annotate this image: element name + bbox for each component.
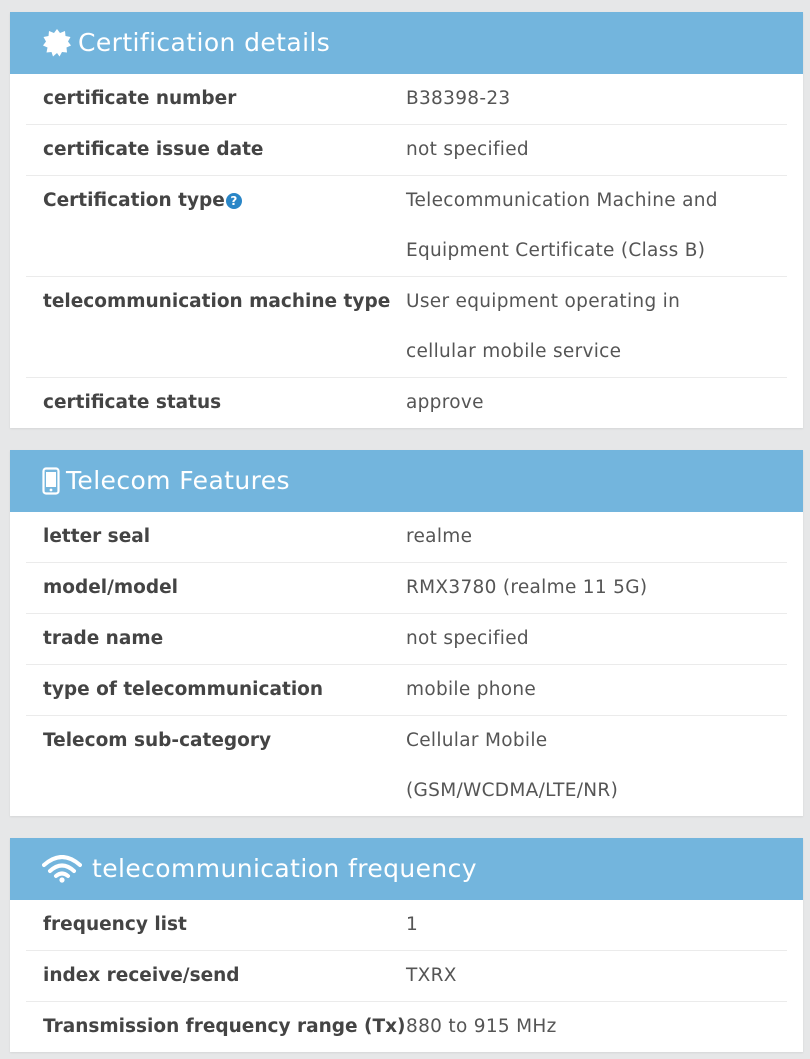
row-value: approve	[406, 392, 484, 413]
row-label: telecommunication machine type	[43, 291, 391, 312]
row-value: not specified	[406, 628, 529, 649]
certification-details-card	[10, 12, 803, 428]
row-value: not specified	[406, 139, 529, 160]
row-label: letter seal	[43, 526, 151, 547]
table-row	[26, 125, 787, 176]
row-value: User equipment operating in cellular mobile service	[406, 291, 681, 362]
row-label: Transmission frequency range (Tx)	[43, 1016, 406, 1037]
certification-details-title: Certification details	[78, 28, 331, 57]
telecommunication-frequency-header	[10, 838, 803, 900]
wifi-signal-icon	[42, 855, 82, 883]
row-value: Telecommunication Machine and Equipment Certificate (Class B)	[406, 190, 718, 261]
table-row	[26, 951, 787, 1002]
row-label: certificate issue date	[43, 139, 264, 160]
row-label: certificate number	[43, 88, 237, 109]
row-value: 880 to 915 MHz	[406, 1016, 557, 1037]
row-label: Certification type	[43, 190, 225, 211]
telecom-features-title: Telecom Features	[66, 466, 290, 495]
table-row	[26, 378, 787, 428]
row-label: certificate status	[43, 392, 222, 413]
telecom-features-card	[10, 450, 803, 816]
table-row	[26, 1002, 787, 1052]
row-value: 1	[406, 914, 419, 935]
telecommunication-frequency-title: telecommunication frequency	[92, 854, 477, 883]
row-value: B38398-23	[406, 88, 511, 109]
telecom-features-table	[10, 512, 803, 816]
badge-seal-icon	[42, 28, 72, 58]
table-row	[26, 665, 787, 716]
row-value: mobile phone	[406, 679, 537, 700]
mobile-phone-icon	[42, 467, 60, 495]
row-value: Cellular Mobile (GSM/WCDMA/LTE/NR)	[406, 730, 619, 801]
question-circle-icon[interactable]: ?	[226, 193, 242, 209]
row-label: Telecom sub-category	[43, 730, 272, 751]
table-row	[26, 563, 787, 614]
certification-details-header	[10, 12, 803, 74]
row-value: TXRX	[406, 965, 457, 986]
row-value: realme	[406, 526, 473, 547]
certification-details-table	[10, 74, 803, 428]
row-label: frequency list	[43, 914, 187, 935]
table-row	[26, 716, 787, 816]
table-row	[26, 176, 787, 277]
row-label: model/model	[43, 577, 178, 598]
table-row	[26, 74, 787, 125]
table-row	[26, 512, 787, 563]
table-row	[26, 277, 787, 378]
telecom-features-header	[10, 450, 803, 512]
row-value: RMX3780 (realme 11 5G)	[406, 577, 648, 598]
row-label: trade name	[43, 628, 164, 649]
table-row	[26, 614, 787, 665]
table-row	[26, 900, 787, 951]
row-label: type of telecommunication	[43, 679, 324, 700]
row-label: index receive/send	[43, 965, 240, 986]
row-label-with-help	[26, 176, 406, 276]
telecommunication-frequency-card	[10, 838, 803, 1052]
telecommunication-frequency-table	[10, 900, 803, 1052]
